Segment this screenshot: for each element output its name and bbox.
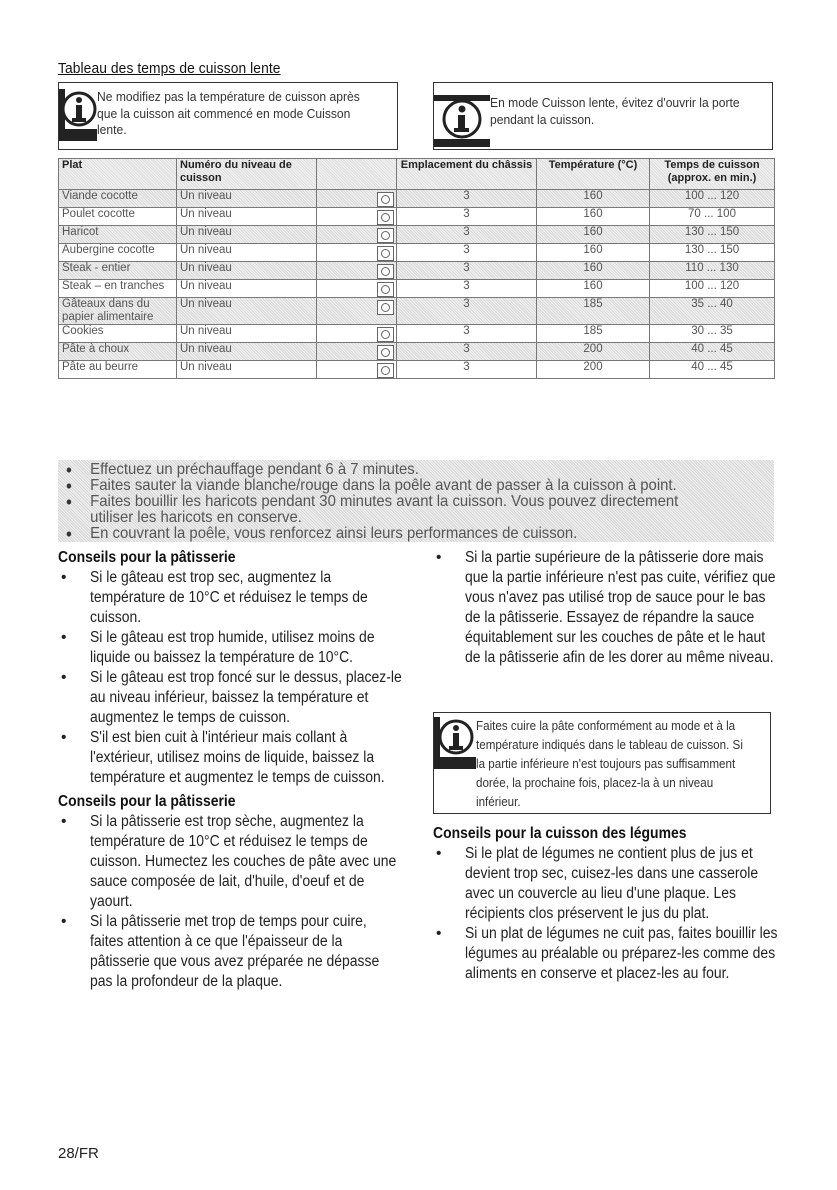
info-icon bbox=[434, 95, 490, 147]
tip-item: • Si le gâteau est trop humide, utilisez moins de liquide ou baissez la température de 10°C. bbox=[58, 628, 403, 668]
note-item: • En couvrant la poêle, vous renforcez ainsi leurs performances de cuisson. bbox=[66, 526, 717, 542]
header-niveau: Numéro du niveau de cuisson bbox=[177, 159, 317, 190]
cell-niveau: Un niveau bbox=[177, 361, 317, 379]
cell-niveau: Un niveau bbox=[177, 190, 317, 208]
tip-item: • Si la partie supérieure de la pâtisserie dore mais que la partie inférieure n'est pas cuite, vérifiez que vous n'avez pas utilisé trop de sauce pour le bas de la pâtisserie. Essayez de répandre la sauce équitablement sur les couches de pâte et le haut de la pâtisserie afin de les dorer au même niveau. bbox=[433, 548, 778, 668]
cell-niveau: Un niveau bbox=[177, 280, 317, 298]
right-column-vegetables bbox=[433, 824, 778, 988]
cell-niveau: Un niveau bbox=[177, 343, 317, 361]
right-column bbox=[433, 548, 778, 672]
tip-item: • Si la pâtisserie est trop sèche, augmentez la température de 10°C et réduisez le temps de cuisson. Humectez les couches de pâte avec une sauce composée de lait, d'huile, d'oeuf et de yaourt. bbox=[58, 812, 403, 912]
cell-temps: 100 ... 120 bbox=[650, 280, 775, 298]
slow-cook-icon bbox=[377, 210, 394, 225]
cell-niveau: Un niveau bbox=[177, 262, 317, 280]
page-number: 28/FR bbox=[58, 1145, 99, 1162]
tip-item: • Si la pâtisserie met trop de temps pour cuire, faites attention à ce que l'épaisseur de la pâtisserie que vous avez préparée ne dépasse pas la profondeur de la plaque. bbox=[58, 912, 403, 992]
cell-chassis: 3 bbox=[397, 244, 537, 262]
cell-chassis: 3 bbox=[397, 298, 537, 325]
table-row bbox=[59, 361, 775, 379]
cell-chassis: 3 bbox=[397, 226, 537, 244]
slow-cook-icon bbox=[377, 264, 394, 279]
slow-cooking-table bbox=[58, 158, 775, 379]
note-item: • Effectuez un préchauffage pendant 6 à 7 minutes. bbox=[66, 462, 717, 478]
note-item: • Faites bouillir les haricots pendant 30 minutes avant la cuisson. Vous pouvez directement utiliser les haricots en conserve. bbox=[66, 494, 717, 526]
slow-cook-icon bbox=[377, 282, 394, 297]
cell-chassis: 3 bbox=[397, 343, 537, 361]
cell-plat: Gâteaux dans du papier alimentaire bbox=[59, 298, 177, 325]
cell-temps: 110 ... 130 bbox=[650, 262, 775, 280]
info-text-pastry: Faites cuire la pâte conformément au mode et à la température indiqués dans le tableau de cuisson. Si la partie inférieure n'est toujours pas suffisamment dorée, la prochaine fois, placez-la à un niveau inférieur. bbox=[476, 719, 743, 809]
cell-plat: Steak - entier bbox=[59, 262, 177, 280]
info-icon bbox=[434, 717, 476, 769]
info-box-pastry bbox=[433, 712, 771, 814]
cell-plat: Pâte au beurre bbox=[59, 361, 177, 379]
cell-chassis: 3 bbox=[397, 325, 537, 343]
header-icon bbox=[317, 159, 397, 190]
cell-temps: 40 ... 45 bbox=[650, 361, 775, 379]
cell-temp: 185 bbox=[537, 325, 650, 343]
cell-temp: 160 bbox=[537, 190, 650, 208]
cell-niveau: Un niveau bbox=[177, 325, 317, 343]
header-chassis: Emplacement du châssis bbox=[397, 159, 537, 190]
table-row bbox=[59, 190, 775, 208]
tip-item: • Si le gâteau est trop foncé sur le dessus, placez-le au niveau inférieur, baissez la température et augmentez le temps de cuisson. bbox=[58, 668, 403, 728]
tip-item: • Si un plat de légumes ne cuit pas, faites bouillir les légumes au préalable ou préparez-les comme des aliments en conserve et placez-les au four. bbox=[433, 924, 778, 984]
slow-cook-icon bbox=[377, 192, 394, 207]
tip-item: • Si le plat de légumes ne contient plus de jus et devient trop sec, cuisez-les dans une casserole avec un couvercle au lieu d'une plaque. Les récipients clos préservent le jus du plat. bbox=[433, 844, 778, 924]
page-title: Tableau des temps de cuisson lente bbox=[58, 60, 281, 77]
cell-plat: Aubergine cocotte bbox=[59, 244, 177, 262]
cell-plat: Haricot bbox=[59, 226, 177, 244]
cell-temps: 130 ... 150 bbox=[650, 244, 775, 262]
slow-cook-icon bbox=[377, 363, 394, 378]
slow-cook-icon bbox=[377, 327, 394, 342]
cell-temps: 130 ... 150 bbox=[650, 226, 775, 244]
info-box-temperature bbox=[58, 82, 398, 150]
cell-niveau: Un niveau bbox=[177, 226, 317, 244]
cell-niveau: Un niveau bbox=[177, 208, 317, 226]
tip-item: • Si le gâteau est trop sec, augmentez la température de 10°C et réduisez le temps de cuisson. bbox=[58, 568, 403, 628]
cell-chassis: 3 bbox=[397, 190, 537, 208]
cell-chassis: 3 bbox=[397, 262, 537, 280]
cell-temp: 160 bbox=[537, 244, 650, 262]
cell-temp: 200 bbox=[537, 343, 650, 361]
cell-temps: 40 ... 45 bbox=[650, 343, 775, 361]
slow-cook-icon bbox=[377, 228, 394, 243]
table-row bbox=[59, 262, 775, 280]
cell-plat: Poulet cocotte bbox=[59, 208, 177, 226]
slow-cook-icon bbox=[377, 300, 394, 315]
cell-niveau: Un niveau bbox=[177, 244, 317, 262]
tip-item: • S'il est bien cuit à l'intérieur mais collant à l'extérieur, utilisez moins de liquide, baissez la température et augmentez le temps de cuisson. bbox=[58, 728, 403, 788]
cell-chassis: 3 bbox=[397, 361, 537, 379]
cell-temp: 160 bbox=[537, 262, 650, 280]
table-row bbox=[59, 280, 775, 298]
cell-temps: 70 ... 100 bbox=[650, 208, 775, 226]
section-title-legumes: Conseils pour la cuisson des légumes bbox=[433, 825, 687, 842]
header-temperature: Température (°C) bbox=[537, 159, 650, 190]
cell-temps: 35 ... 40 bbox=[650, 298, 775, 325]
header-plat: Plat bbox=[59, 159, 177, 190]
table-row bbox=[59, 325, 775, 343]
info-text-temperature: Ne modifiez pas la température de cuisson après que la cuisson ait commencé en mode Cuisson lente. bbox=[97, 89, 360, 137]
info-icon bbox=[59, 89, 97, 141]
cell-temp: 185 bbox=[537, 298, 650, 325]
section-title-patisserie-2: Conseils pour la pâtisserie bbox=[58, 793, 236, 810]
cell-plat: Viande cocotte bbox=[59, 190, 177, 208]
table-row bbox=[59, 208, 775, 226]
info-box-door bbox=[433, 82, 773, 150]
left-column bbox=[58, 548, 403, 996]
info-text-door: En mode Cuisson lente, évitez d'ouvrir la porte pendant la cuisson. bbox=[490, 95, 740, 127]
cell-temp: 160 bbox=[537, 208, 650, 226]
cell-plat: Steak – en tranches bbox=[59, 280, 177, 298]
cell-plat: Pâte à choux bbox=[59, 343, 177, 361]
table-row bbox=[59, 343, 775, 361]
table-row bbox=[59, 226, 775, 244]
cell-temps: 30 ... 35 bbox=[650, 325, 775, 343]
table-row bbox=[59, 298, 775, 325]
note-item: • Faites sauter la viande blanche/rouge dans la poêle avant de passer à la cuisson à point. bbox=[66, 478, 717, 494]
cell-niveau: Un niveau bbox=[177, 298, 317, 325]
cell-temp: 160 bbox=[537, 226, 650, 244]
table-row bbox=[59, 244, 775, 262]
cell-temp: 200 bbox=[537, 361, 650, 379]
slow-cook-icon bbox=[377, 345, 394, 360]
cell-plat: Cookies bbox=[59, 325, 177, 343]
table-notes bbox=[58, 460, 774, 542]
cell-temps: 100 ... 120 bbox=[650, 190, 775, 208]
slow-cook-icon bbox=[377, 246, 394, 261]
section-title-patisserie-1: Conseils pour la pâtisserie bbox=[58, 549, 236, 566]
cell-temp: 160 bbox=[537, 280, 650, 298]
cell-chassis: 3 bbox=[397, 280, 537, 298]
cell-chassis: 3 bbox=[397, 208, 537, 226]
header-temps: Temps de cuisson (approx. en min.) bbox=[650, 159, 775, 190]
